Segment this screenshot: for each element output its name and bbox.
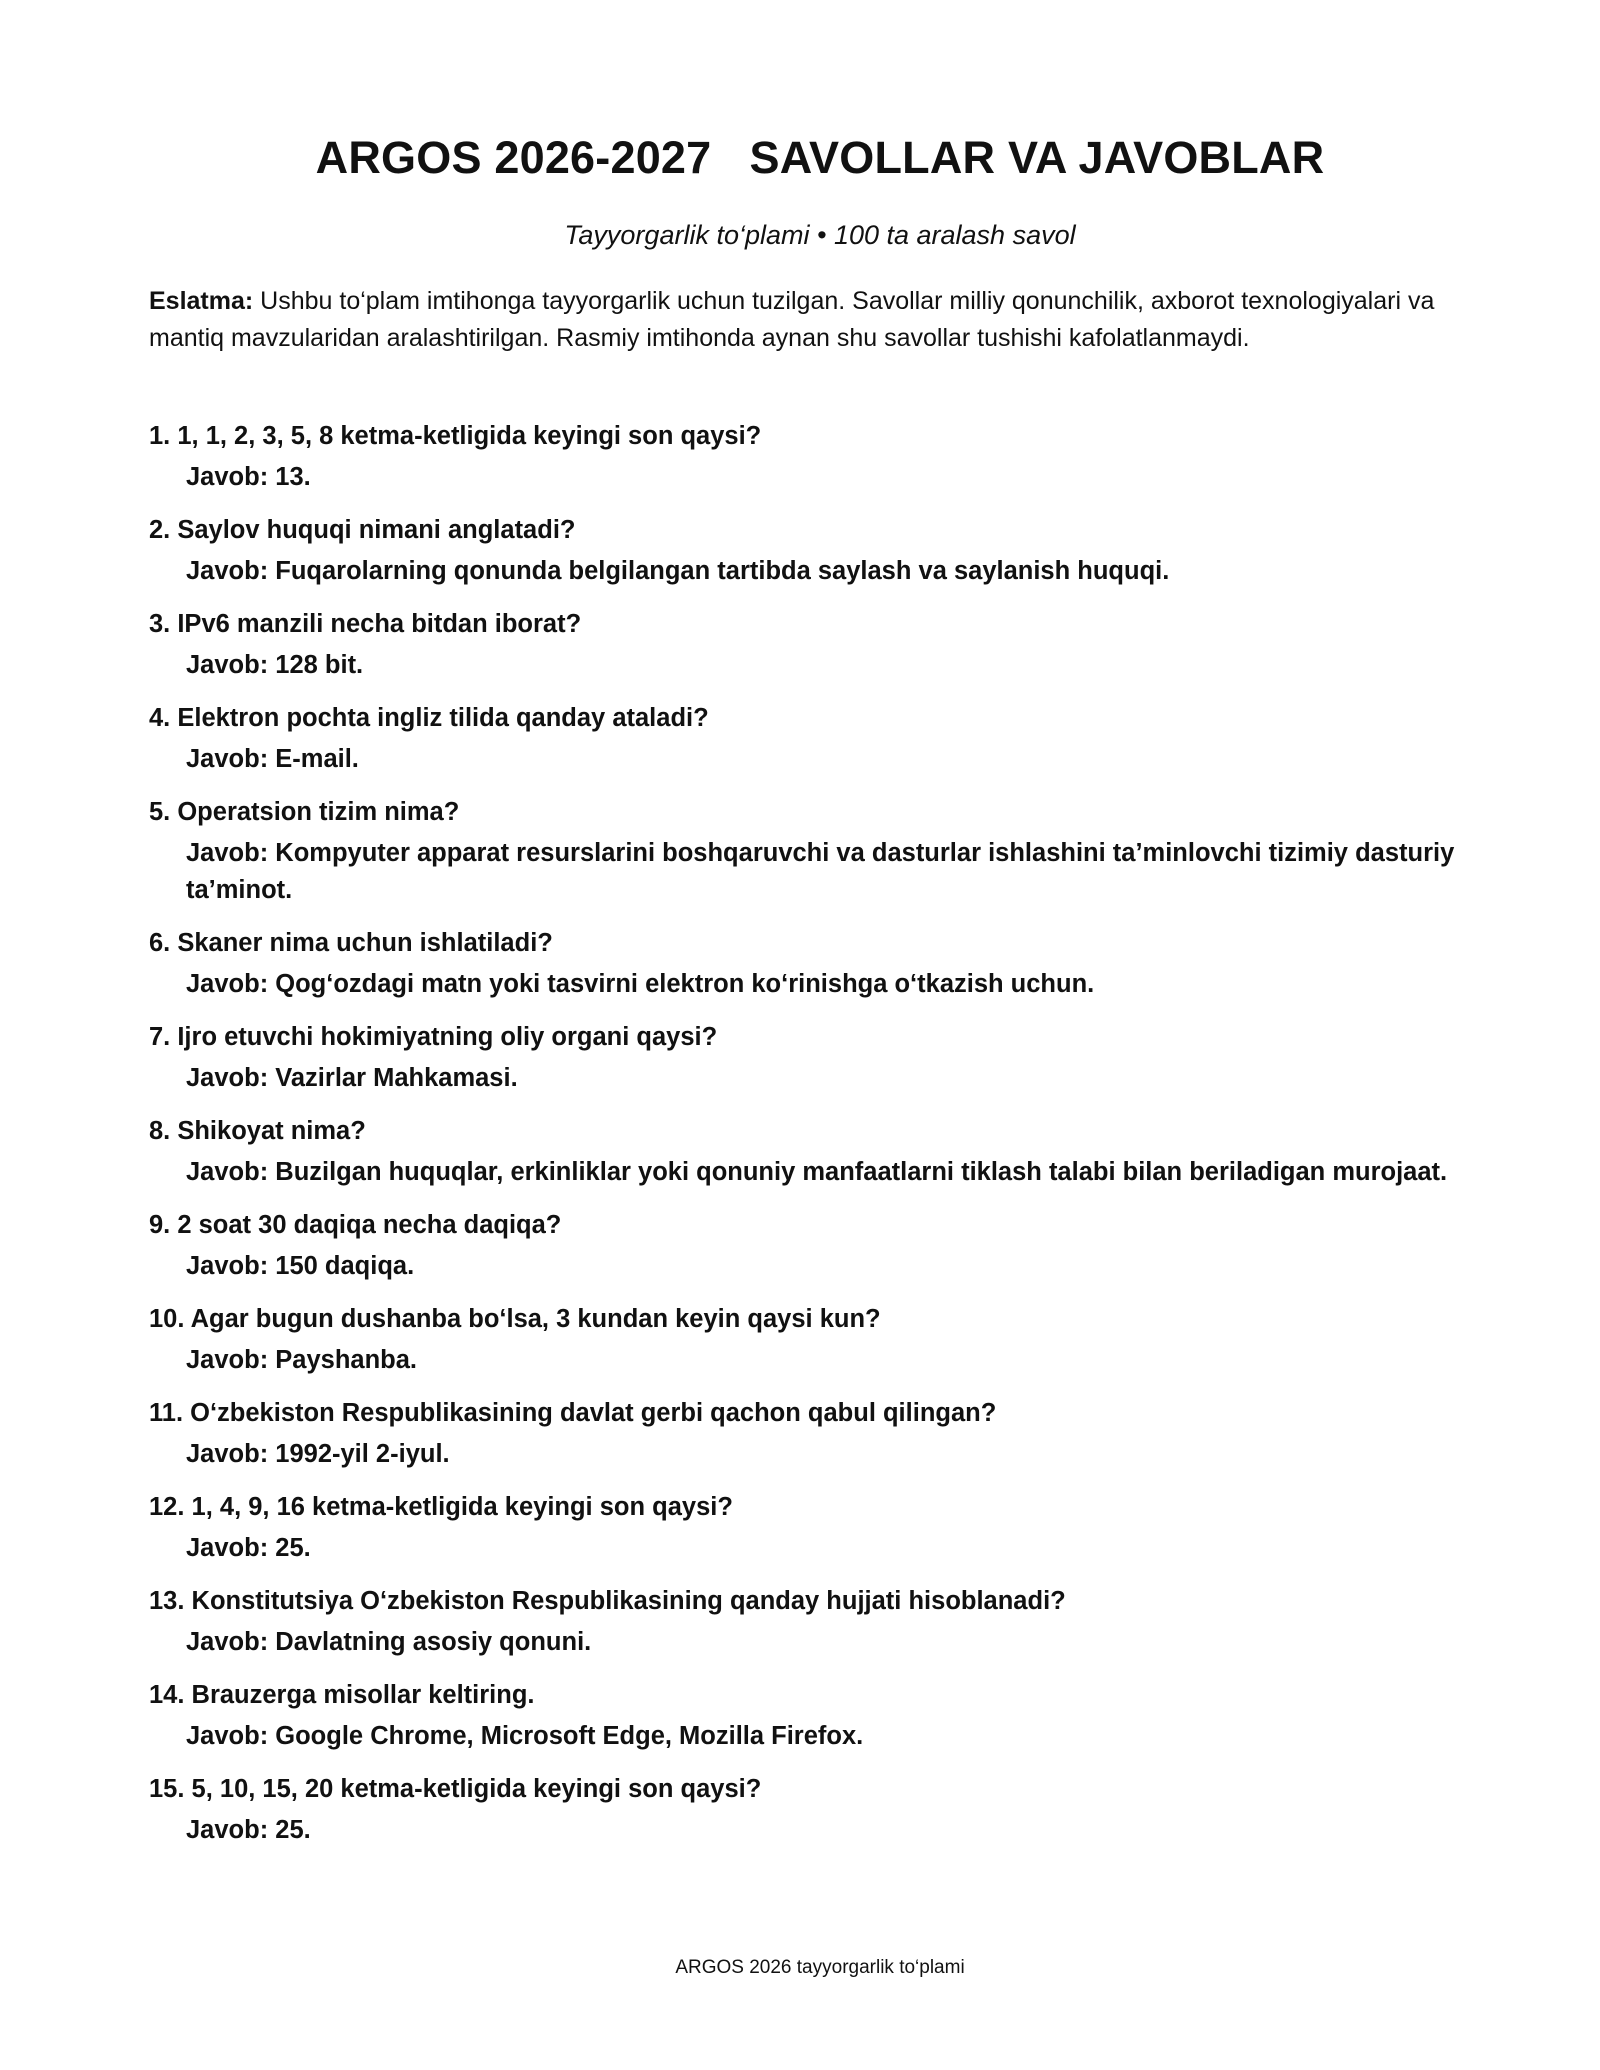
question-text: 11. O‘zbekiston Respublikasining davlat gerbi qachon qabul qilingan? — [149, 1399, 997, 1427]
question-item — [149, 1583, 1459, 1661]
question-text: 13. Konstitutsiya O‘zbekiston Respublikasining qanday hujjati hisoblanadi? — [149, 1587, 1066, 1615]
answer-text: Javob: Fuqarolarning qonunda belgilangan tartibda saylash va saylanish huquqi. — [186, 557, 1170, 585]
question-list — [149, 418, 1459, 1865]
answer-text: Javob: 25. — [186, 1534, 311, 1562]
question-text: 9. 2 soat 30 daqiqa necha daqiqa? — [149, 1211, 562, 1239]
question-item — [149, 700, 1459, 778]
question-text: 2. Saylov huquqi nimani anglatadi? — [149, 516, 576, 544]
question-item — [149, 1677, 1459, 1755]
page-title: ARGOS 2026-2027 SAVOLLAR VA JAVOBLAR — [315, 132, 1325, 183]
answer-text: Javob: 13. — [186, 463, 311, 491]
question-text: 12. 1, 4, 9, 16 ketma-ketligida keyingi son qaysi? — [149, 1493, 733, 1521]
question-item — [149, 925, 1459, 1003]
question-text: 15. 5, 10, 15, 20 ketma-ketligida keyingi son qaysi? — [149, 1775, 762, 1803]
answer-text: Javob: Vazirlar Mahkamasi. — [186, 1064, 518, 1092]
answer-text: Javob: E-mail. — [186, 745, 359, 773]
answer-text: Javob: 1992-yil 2-iyul. — [186, 1440, 450, 1468]
question-item — [149, 1207, 1459, 1285]
page-footer: ARGOS 2026 tayyorgarlik to‘plami — [675, 1957, 965, 1978]
question-item — [149, 418, 1459, 496]
question-text: 8. Shikoyat nima? — [149, 1117, 366, 1145]
answer-text: Javob: 25. — [186, 1816, 311, 1844]
question-item — [149, 1489, 1459, 1567]
note-text: Ushbu to‘plam imtihonga tayyorgarlik uchun tuzilgan. Savollar milliy qonunchilik, axborot texnologiyalari va mantiq mavzularidan aralashtirilgan. Rasmiy imtihonda aynan shu savollar tushishi kafolatlanmaydi. — [149, 287, 1435, 352]
answer-text: Javob: 150 daqiqa. — [186, 1252, 415, 1280]
question-item — [149, 794, 1459, 909]
page-subtitle: Tayyorgarlik to‘plami • 100 ta aralash savol — [564, 220, 1076, 250]
note-paragraph — [149, 283, 1449, 357]
question-item — [149, 512, 1459, 590]
question-item — [149, 1301, 1459, 1379]
question-text: 5. Operatsion tizim nima? — [149, 798, 460, 826]
question-text: 7. Ijro etuvchi hokimiyatning oliy organi qaysi? — [149, 1023, 718, 1051]
question-text: 10. Agar bugun dushanba bo‘lsa, 3 kundan keyin qaysi kun? — [149, 1305, 881, 1333]
question-item — [149, 1395, 1459, 1473]
note-label: Eslatma: — [149, 287, 254, 315]
question-text: 6. Skaner nima uchun ishlatiladi? — [149, 929, 553, 957]
question-item — [149, 1771, 1459, 1849]
question-item — [149, 606, 1459, 684]
answer-text: Javob: 128 bit. — [186, 651, 364, 679]
question-item — [149, 1113, 1459, 1191]
question-text: 1. 1, 1, 2, 3, 5, 8 ketma-ketligida keyingi son qaysi? — [149, 422, 762, 450]
answer-text: Javob: Buzilgan huquqlar, erkinliklar yoki qonuniy manfaatlarni tiklash talabi bilan beriladigan murojaat. — [186, 1158, 1448, 1186]
answer-text: Javob: Payshanba. — [186, 1346, 418, 1374]
question-item — [149, 1019, 1459, 1097]
answer-text: Javob: Kompyuter apparat resurslarini boshqaruvchi va dasturlar ishlashini ta’minlovchi tizimiy dasturiy ta’minot. — [186, 839, 1455, 904]
question-text: 3. IPv6 manzili necha bitdan iborat? — [149, 610, 582, 638]
answer-text: Javob: Google Chrome, Microsoft Edge, Mozilla Firefox. — [186, 1722, 864, 1750]
answer-text: Javob: Qog‘ozdagi matn yoki tasvirni elektron ko‘rinishga o‘tkazish uchun. — [186, 970, 1095, 998]
answer-text: Javob: Davlatning asosiy qonuni. — [186, 1628, 592, 1656]
question-text: 4. Elektron pochta ingliz tilida qanday ataladi? — [149, 704, 709, 732]
question-text: 14. Brauzerga misollar keltiring. — [149, 1681, 535, 1709]
